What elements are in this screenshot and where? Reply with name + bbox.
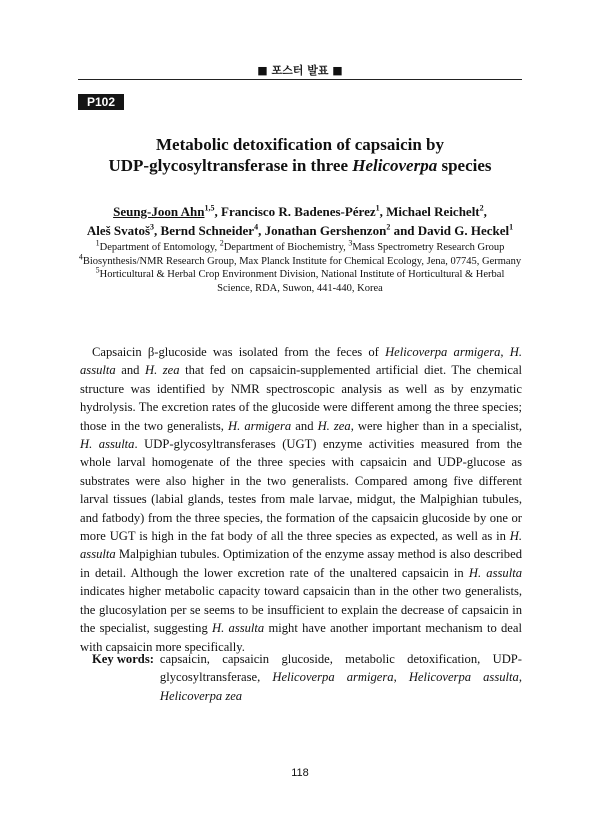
- author-affil-mark: 3: [150, 222, 155, 232]
- header-divider: [78, 79, 522, 80]
- poster-id-badge: P102: [78, 94, 124, 110]
- author-line-1: Seung-Joon Ahn$^{1,5}$, Francisco R. Badenes-Pérez$^1$, Michael Reichelt$^2$,: [113, 203, 487, 219]
- keyword-species: Helicoverpa assulta: [408, 670, 519, 685]
- affiliation-text: Biosynthesis/NMR Research Group, Max Planck Institute for Chemical Ecology, Jena, 07745, Germany: [82, 255, 522, 267]
- abstract-text: Capsaicin β-glucoside was isolated from the feces of: [92, 345, 386, 359]
- title-text: species: [437, 156, 492, 175]
- keyword-text: ,: [393, 670, 409, 685]
- species-name: H. assulta: [80, 529, 522, 562]
- abstract-text: might have another important mechanism to deal with capsaicin more specifically.: [80, 621, 522, 654]
- author-affil-mark: 2: [479, 203, 484, 213]
- author-name: Bernd Schneider: [160, 223, 255, 238]
- keyword-text: ,: [518, 670, 522, 685]
- affil-mark: 5: [95, 265, 100, 275]
- species-name: Helicoverpa armigera: [385, 345, 501, 359]
- title-text: UDP-glycosyltransferase in three: [108, 156, 353, 175]
- abstract-paragraph: [80, 343, 522, 656]
- keyword-species: Helicoverpa zea: [159, 688, 243, 703]
- title-line-1: Metabolic detoxification of capsaicin by: [155, 135, 445, 154]
- author-affil-mark: 1: [375, 203, 380, 213]
- abstract-text: Malpighian tubules. Optimization of the enzyme assay method is also described in detail. Although the lower excretion rate of the unaltered capsaicin in: [80, 547, 522, 580]
- species-name: H. zea: [317, 418, 351, 433]
- abstract-text: ,: [500, 345, 510, 359]
- affil-mark: 2: [219, 238, 224, 248]
- author-line-2: Aleš Svatoš$^3$, Bernd Schneider$^4$, Jonathan Gershenzon$^2$ and David G. Heckel$^1$: [86, 222, 514, 238]
- author-list: [78, 202, 522, 240]
- author-name: Seung-Joon Ahn: [113, 204, 205, 219]
- affiliation-text: Department of Biochemistry,: [223, 242, 349, 253]
- keyword-species: Helicoverpa armigera: [272, 670, 394, 685]
- author-name: Jonathan Gershenzon: [264, 223, 387, 238]
- affiliation-text: Horticultural & Herbal Crop Environment Division, National Institute of Horticultural & Herbal Science, RDA, Suwon, 441-440, Korea: [99, 269, 505, 294]
- abstract-text: and: [291, 418, 318, 433]
- author-name: Michael Reichelt: [386, 204, 480, 219]
- author-affil-mark: 2: [386, 222, 391, 232]
- affil-mark: 4: [78, 252, 83, 261]
- species-name: H. assulta: [80, 345, 522, 378]
- species-name: H. zea: [144, 363, 180, 378]
- author-conjunction: and: [393, 223, 418, 238]
- affil-mark: 3: [348, 238, 353, 248]
- affiliation-text: Mass Spectrometry Research Group: [352, 242, 505, 253]
- keywords-list: [160, 650, 522, 705]
- abstract-text: and: [115, 363, 145, 378]
- abstract-text: that fed on capsaicin-supplemented artificial diet. The chemical structure was identified by NMR spectroscopic analysis as well as by enzymatic hydrolysis. The excretion rates of the glucoside were different among the three species; those in the two generalists,: [80, 363, 522, 433]
- abstract-text: , were higher than in a specialist,: [350, 418, 522, 433]
- author-name: Francisco R. Badenes-Pérez: [221, 204, 376, 219]
- species-name: H. assulta: [80, 437, 135, 452]
- affiliation-line-1: [78, 238, 522, 255]
- affiliation-text: Department of Entomology,: [99, 242, 220, 253]
- keywords-block: [92, 650, 522, 705]
- species-name: H. assulta: [468, 565, 522, 580]
- author-affil-mark: 4: [254, 222, 259, 232]
- author-affil-mark: 1: [509, 222, 514, 232]
- author-affil-mark: 1,5: [204, 203, 215, 213]
- affiliation-list: [78, 238, 522, 295]
- title-line-2: [78, 155, 522, 176]
- affiliation-line-2: [78, 252, 522, 269]
- abstract-text: . UDP-glycosyltransferases (UGT) enzyme activities measured from the whole larval homogenate of the three species with capsaicin and UDP-glucose as substrates were also higher in the two generalists. Compared among five different larval tissues (labial glands, testes from male larvae, midgut, the Malpighian tubules, and fatbody) from the three species, the formation of the capsaicin glucoside by one or more UGT is high in the fat body of all the three species as expected, as well as in: [80, 437, 522, 544]
- page-number: 118: [291, 767, 309, 779]
- species-name: H. armigera: [228, 418, 292, 433]
- keywords-label: Key words:: [92, 652, 154, 666]
- author-name: David G. Heckel: [417, 223, 510, 238]
- keyword-text: capsaicin, capsaicin glucoside, metabolic detoxification, UDP-glycosyltransferase,: [159, 652, 522, 685]
- affiliation-line-3: [78, 265, 522, 295]
- section-header: ■ 포스터 발표 ■: [257, 64, 343, 77]
- paper-title: [78, 134, 522, 176]
- author-name: Aleš Svatoš: [86, 223, 151, 238]
- title-genus: Helicoverpa: [352, 156, 438, 175]
- abstract-text: indicates higher metabolic capacity toward capsaicin than in the other two generalists, the glucosylation per se seems to be insufficient to explain the decrease of capsaicin in the specialist, suggesting: [80, 584, 522, 636]
- species-name: H. assulta: [212, 621, 265, 636]
- affil-mark: 1: [95, 238, 100, 248]
